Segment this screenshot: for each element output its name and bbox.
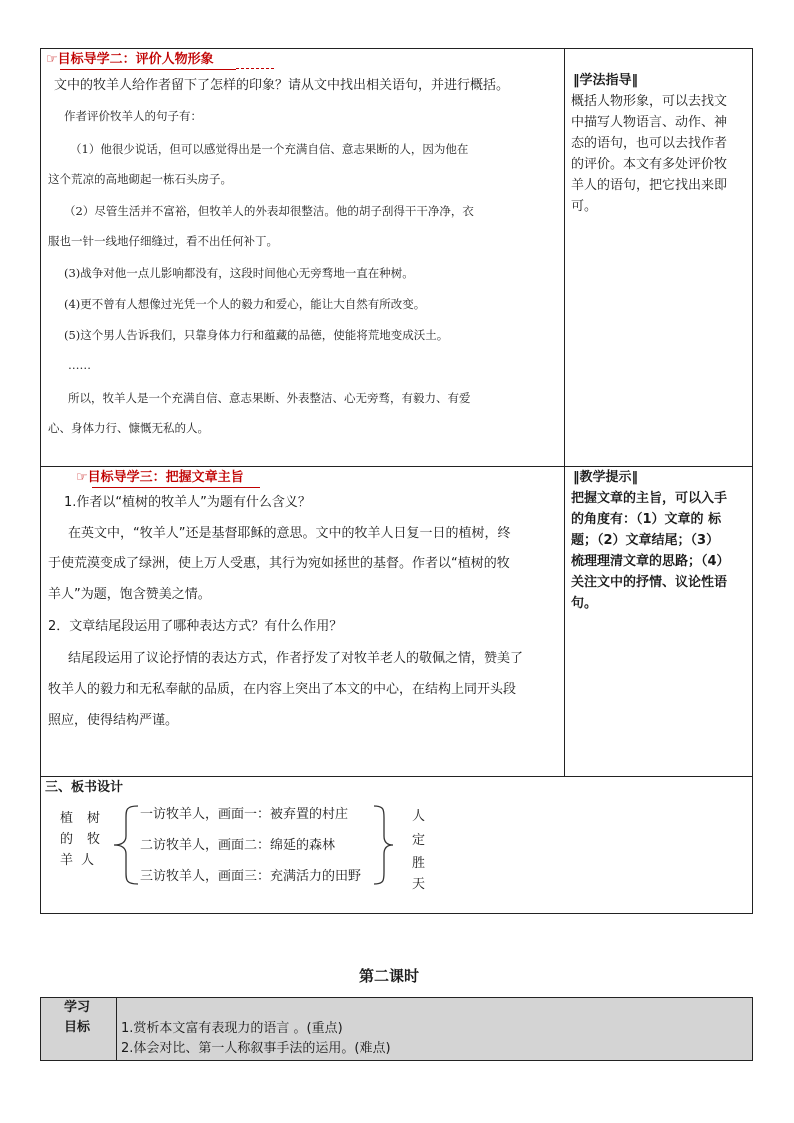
section3-side-line-1: 把握文章的主旨，可以入手: [571, 491, 728, 506]
board-item-2: 二访牧羊人，画面二：绵延的森林: [140, 838, 336, 853]
board-left-char-5: 羊: [60, 853, 74, 868]
table-row-divider-2: [40, 776, 753, 777]
sentence-1a: （1）他很少说话，但可以感觉得出是一个充满自信、意志果断的人，因为他在: [70, 142, 469, 156]
board-left-char-3: 的: [60, 832, 74, 847]
section2-side-line-1: 概括人物形象，可以去找文: [571, 94, 728, 109]
board-left-char-4: 牧: [87, 832, 101, 847]
section2-heading-underline: [60, 69, 236, 70]
section3-answer-2a: 结尾段运用了议论抒情的表达方式，作者抒发了对牧羊老人的敬佩之情，赞美了: [68, 651, 524, 666]
section3-side-line-3: 题；（2）文章结尾；（3）: [571, 533, 720, 548]
section3-heading-underline: [92, 487, 260, 488]
section2-side-line-6: 可。: [571, 199, 598, 214]
sentence-2a: （2）尽管生活并不富裕，但牧羊人的外表却很整洁。他的胡子刮得干干净净，衣: [64, 204, 474, 218]
table-border-right: [752, 48, 753, 914]
board-heading: 三、板书设计: [45, 780, 124, 795]
lesson2-title: 第二课时: [359, 967, 420, 985]
summary-b: 心、身体力行、慷慨无私的人。: [48, 421, 209, 435]
section3-answer-1a: 在英文中，“牧羊人”还是基督耶稣的意思。文中的牧羊人日复一日的植树，终: [68, 526, 511, 541]
section3-side-line-6: 句。: [571, 596, 598, 611]
section3-question-1: 1.作者以“植树的牧羊人”为题有什么含义？: [64, 495, 311, 510]
board-item-3: 三访牧羊人，画面三：充满活力的田野: [140, 869, 362, 884]
board-left-char-6: 人: [81, 853, 95, 868]
left-brace-icon: [110, 804, 140, 886]
board-left-char-2: 树: [87, 811, 101, 826]
lesson2-label-line1: 学习: [64, 1000, 91, 1015]
board-right-char-1: 人: [412, 809, 426, 824]
section2-side-line-2: 中描写人物语言、动作、神: [571, 115, 728, 130]
table-column-divider: [564, 48, 565, 777]
section2-side-line-5: 羊人的语句，把它找出来即: [571, 178, 728, 193]
section3-answer-2b: 牧羊人的毅力和无私奉献的品质，在内容上突出了本文的中心，在结构上同开头段: [48, 682, 517, 697]
table-border-top: [40, 48, 753, 49]
section2-question: 文中的牧羊人给作者留下了怎样的印象？请从文中找出相关语句，并进行概括。: [54, 78, 510, 93]
sentence-4: (4)更不曾有人想像过光凭一个人的毅力和爱心，能让大自然有所改变。: [64, 297, 426, 311]
section3-side-title: ‖教学提示‖: [573, 470, 639, 485]
table-border-left: [40, 48, 41, 914]
section3-answer-2c: 照应，使得结构严谨。: [48, 713, 179, 728]
ellipsis: ……: [68, 358, 91, 372]
board-left-char-1: 植: [60, 811, 74, 826]
section3-heading: ☞目标导学三：把握文章主旨: [76, 470, 244, 485]
section3-answer-1b: 于使荒漠变成了绿洲，使上万人受惠，其行为宛如拯世的基督。作者以“植树的牧: [48, 556, 510, 571]
section2-heading: ☞目标导学二：评价人物形象: [46, 52, 214, 67]
section3-question-2: 2．文章结尾段运用了哪种表达方式？有什么作用？: [48, 619, 343, 634]
board-right-char-4: 天: [412, 877, 426, 892]
right-brace-icon: [372, 804, 396, 886]
summary-a: 所以，牧羊人是一个充满自信、意志果断、外表整洁、心无旁骛，有毅力、有爱: [68, 391, 471, 405]
section3-side-line-2: 的角度有：（1）文章的 标: [571, 512, 722, 527]
board-item-1: 一访牧羊人，画面一：被弃置的村庄: [140, 807, 349, 822]
sentence-5: (5)这个男人告诉我们，只靠身体力行和蕴藏的品德，使能将荒地变成沃土。: [64, 328, 449, 342]
section3-answer-1c: 羊人”为题，饱含赞美之情。: [48, 587, 211, 602]
section3-side-line-5: 关注文中的抒情、议论性语: [571, 575, 728, 590]
sentence-2b: 服也一针一线地仔细缝过，看不出任何补丁。: [48, 234, 278, 248]
section2-side-title: ‖学法指导‖: [573, 73, 639, 88]
section2-side-line-4: 的评价。本文有多处评价牧: [571, 157, 728, 172]
lesson2-label-line2: 目标: [64, 1020, 91, 1035]
section2-side-line-3: 态的语句，也可以去找作者: [571, 136, 728, 151]
board-right-char-3: 胜: [412, 856, 426, 871]
section3-side-line-4: 梳理理清文章的思路；（4）: [571, 554, 730, 569]
lesson2-column-divider: [116, 997, 117, 1061]
section2-heading-dash: [236, 68, 274, 69]
sentence-3: (3)战争对他一点儿影响都没有，这段时间他心无旁骛地一直在种树。: [64, 266, 414, 280]
lesson2-goal-2: 2.体会对比、第一人称叙事手法的运用。(难点): [121, 1041, 391, 1056]
section2-intro: 作者评价牧羊人的句子有：: [64, 109, 202, 123]
sentence-1b: 这个荒凉的高地砌起一栋石头房子。: [48, 172, 232, 186]
lesson2-goal-1: 1.赏析本文富有表现力的语言 。(重点): [121, 1021, 343, 1036]
table-border-bottom: [40, 913, 753, 914]
table-row-divider-1: [40, 466, 753, 467]
board-right-char-2: 定: [412, 833, 426, 848]
